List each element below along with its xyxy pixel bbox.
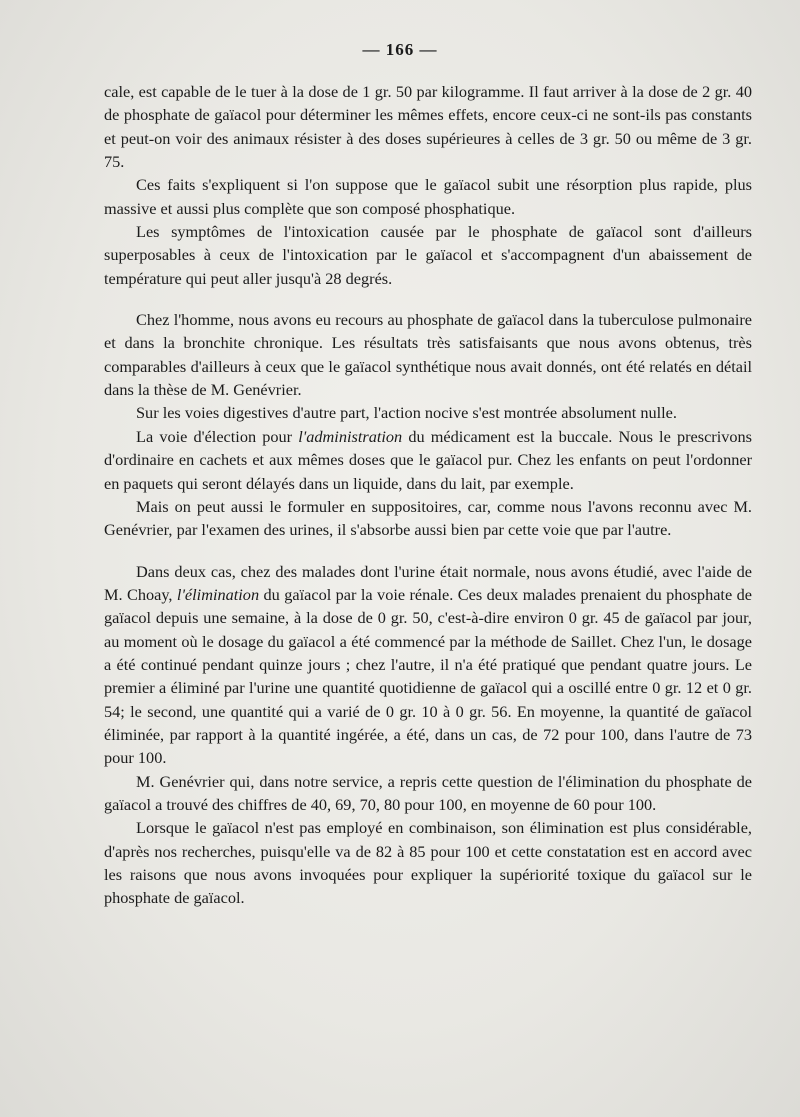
page-number: — 166 — [362, 40, 438, 59]
paragraph [104, 495, 752, 542]
text-segment: Chez l'homme, nous avons eu recours au phosphate de gaïacol dans la tuberculose pulmonaire et dans la bronchite chronique. Les résultats très satisfaisants que nous avons obtenus, très comparables d'ailleurs à ceux que le gaïacol synthétique nous avait donnés, ont été relatés en détail dans la thèse de M. Genévrier. [104, 310, 752, 400]
paragraph [104, 560, 752, 770]
text-segment: La voie d'élection pour [136, 426, 299, 446]
paragraph [104, 770, 752, 817]
paragraph [104, 308, 752, 401]
text-segment: Mais on peut aussi le formuler en suppositoires, car, comme nous l'avons reconnu avec M. Genévrier, par l'examen des urines, il s'absorbe aussi bien par cette voie que par l'autre. [104, 496, 752, 540]
text-segment: Sur les voies digestives d'autre part, l'action nocive s'est montrée absolument nulle. [136, 403, 677, 423]
text-segment: Ces faits s'expliquent si l'on suppose que le gaïacol subit une résorption plus rapide, plus massive et aussi plus complète que son composé phosphatique. [104, 175, 752, 218]
italic-term: l'élimination [176, 584, 260, 604]
paragraph [104, 80, 752, 173]
paragraph [104, 425, 752, 495]
text-segment: M. Genévrier qui, dans notre service, a repris cette question de l'élimination du phosphate de gaïacol a trouvé des chiffres de 40, 69, 70, 80 pour 100, en moyenne de 60 pour 100. [104, 771, 752, 814]
text-segment: cale, est capable de le tuer à la dose de 1 gr. 50 par kilogramme. Il faut arriver à la dose de 2 gr. 40 de phosphate de gaïacol pour déterminer les mêmes effets, encore ceux-ci ne sont-ils pas constants et peut-on voir des animaux résister à des doses supérieures à celles de 3 gr. 50 ou même de 3 gr. 75. [104, 82, 752, 172]
paragraph [104, 401, 752, 424]
body-text [104, 80, 752, 910]
paragraph [104, 173, 752, 220]
paragraph [104, 816, 752, 909]
italic-term: l'administration [298, 426, 403, 446]
text-segment: Les symptômes de l'intoxication causée par le phosphate de gaïacol sont d'ailleurs superposables à ceux de l'intoxication par le gaïacol et s'accompagnent d'un abaissement de température qui peut aller jusqu'à 28 degrés. [104, 222, 752, 288]
text-segment: Dans deux cas, chez des malades dont l'urine était normale, nous avons étudié, avec l'aide de M. Choay, [104, 561, 752, 604]
paragraph [104, 220, 752, 290]
text-segment: du médicament est la buccale. Nous le prescrivons d'ordinaire en cachets et aux mêmes doses que le gaïacol pur. Chez les enfants on peut l'ordonner en paquets qui seront délayés dans un liquide, dans du lait, par exemple. [104, 426, 753, 493]
text-segment: Lorsque le gaïacol n'est pas employé en combinaison, son élimination est plus considérable, d'après nos recherches, puisqu'elle va de 82 à 85 pour 100 et cette constatation est en accord avec les raisons que nous avons invoquées pour expliquer la supériorité toxique du gaïacol sur le phosphate de gaïacol. [104, 818, 752, 908]
text-segment: du gaïacol par la voie rénale. Ces deux malades prenaient du phosphate de gaïacol depuis une semaine, à la dose de 0 gr. 50, c'est-à-dire environ 0 gr. 45 de gaïacol par jour, au moment où le dosage du gaïacol a été commencé par la méthode de Saillet. Chez l'un, le dosage a été continué pendant quinze jours ; chez l'autre, il n'a été pratiqué que pendant quatre jours. Le premier a éliminé par l'urine une quantité quotidienne de gaïacol qui a oscillé entre 0 gr. 12 et 0 gr. 54; le second, une quantité qui a varié de 0 gr. 10 à 0 gr. 56. En moyenne, la quantité de gaïacol éliminée, par rapport à la quantité ingérée, a été, dans un cas, de 72 pour 100, dans l'autre de 73 pour 100. [104, 584, 752, 768]
